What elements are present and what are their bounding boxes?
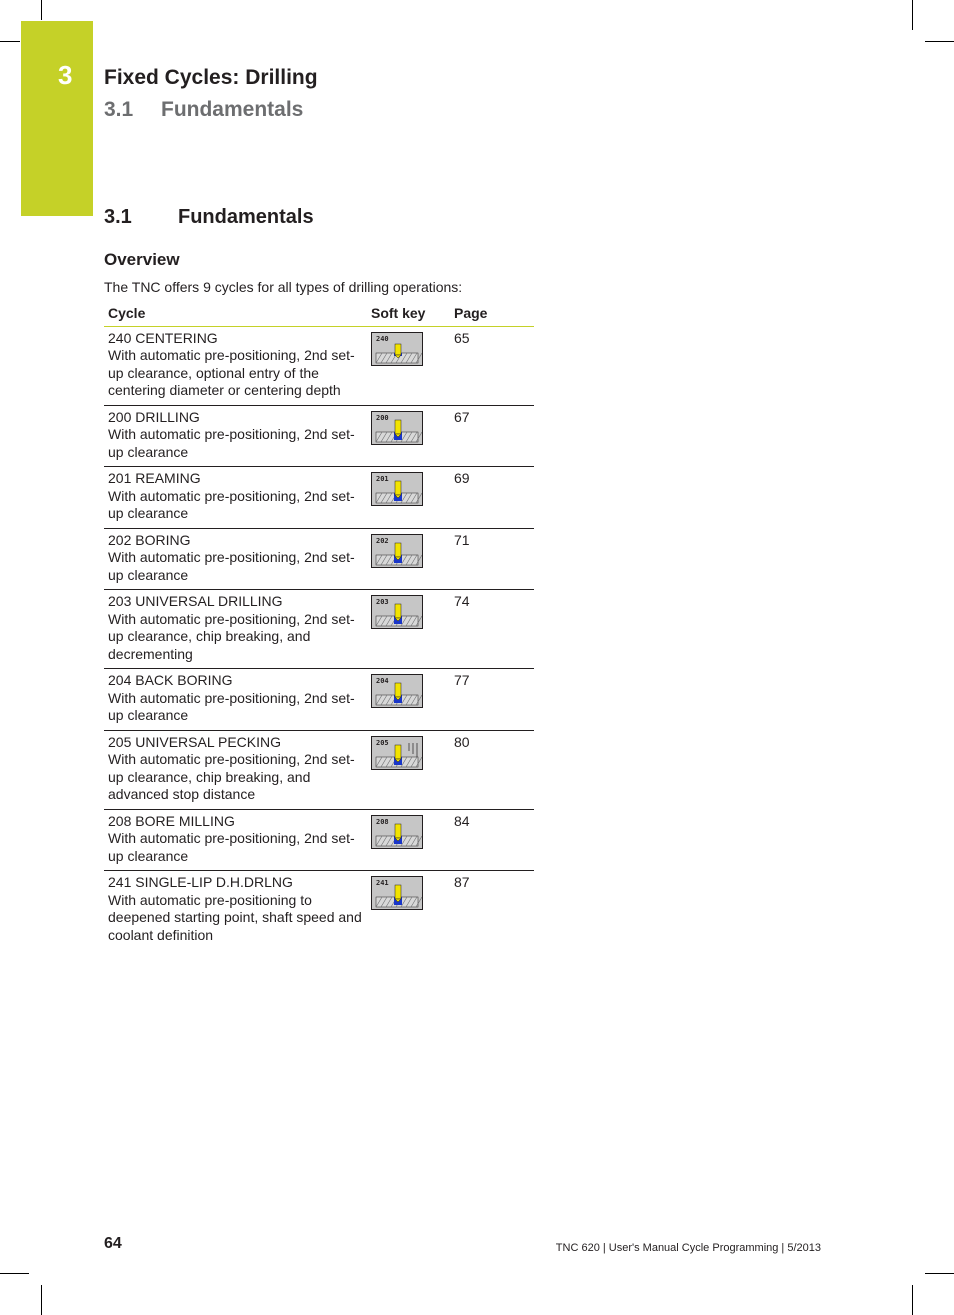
softkey-label: 205: [376, 738, 389, 747]
cycle-description: With automatic pre-positioning, 2nd set-up clearance, optional entry of the centering diameter or centering depth: [108, 347, 355, 398]
cycles-table: [104, 302, 534, 949]
cycle-name: 204 BACK BORING: [108, 672, 233, 688]
table-row: [104, 809, 534, 871]
section-title: Fundamentals: [178, 206, 314, 228]
softkey-button[interactable]: [371, 815, 423, 849]
table-row: [104, 528, 534, 590]
softkey-cell: [367, 528, 450, 590]
crop-mark: [0, 1273, 29, 1274]
section-heading: [104, 207, 314, 227]
cycle-cell: [104, 528, 367, 590]
column-header-softkey: Soft key: [367, 302, 450, 326]
softkey-button[interactable]: [371, 595, 423, 629]
page-reference: 65: [450, 326, 534, 405]
softkey-cell: [367, 405, 450, 467]
softkey-button[interactable]: [371, 736, 423, 770]
running-header-section-title: Fundamentals: [161, 98, 304, 121]
softkey-button[interactable]: [371, 534, 423, 568]
page-reference: 80: [450, 730, 534, 809]
cycle-cell: [104, 871, 367, 950]
softkey-cell: [367, 809, 450, 871]
softkey-cell: [367, 467, 450, 529]
cycle-description: With automatic pre-positioning, 2nd set-up clearance: [108, 426, 355, 460]
chapter-number: 3: [58, 60, 73, 90]
cycle-cell: [104, 590, 367, 669]
table-row: [104, 871, 534, 950]
crop-mark: [912, 1285, 913, 1315]
cycle-name: 205 UNIVERSAL PECKING: [108, 733, 281, 750]
cycle-name: 200 DRILLING: [108, 408, 200, 425]
table-row: [104, 669, 534, 731]
cycle-description: With automatic pre-positioning, 2nd set-up clearance: [108, 689, 355, 723]
softkey-label: 203: [376, 598, 389, 606]
cycle-name: 208 BORE MILLING: [108, 812, 235, 829]
cycle-name: 203 UNIVERSAL DRILLING: [108, 593, 283, 609]
running-header-section-number: 3.1: [104, 98, 134, 121]
softkey-cell: [367, 590, 450, 669]
crop-mark: [912, 0, 913, 30]
softkey-label: 208: [376, 817, 389, 826]
softkey-cell: [367, 871, 450, 950]
cycle-description: With automatic pre-positioning to deepened starting point, shaft speed and coolant definition: [108, 891, 362, 943]
cycle-cell: [104, 730, 367, 809]
cycle-cell: [104, 405, 367, 467]
running-header-section: [104, 99, 303, 120]
crop-mark: [41, 0, 42, 20]
crop-mark: [925, 1273, 954, 1274]
softkey-label: 240: [376, 334, 389, 343]
softkey-button[interactable]: [371, 674, 423, 708]
softkey-label: 241: [376, 879, 389, 887]
column-header-cycle: Cycle: [104, 302, 367, 326]
crop-mark: [925, 41, 954, 42]
cycle-description: With automatic pre-positioning, 2nd set-up clearance, chip breaking, and decrementing: [108, 610, 355, 662]
page-reference: 69: [450, 467, 534, 529]
crop-mark: [41, 1285, 42, 1315]
cycle-name: 241 SINGLE-LIP D.H.DRLNG: [108, 874, 293, 890]
page-reference: 71: [450, 528, 534, 590]
table-row: [104, 590, 534, 669]
softkey-button[interactable]: [371, 332, 423, 366]
cycle-description: With automatic pre-positioning, 2nd set-up clearance: [108, 830, 355, 864]
cycle-cell: [104, 326, 367, 405]
page-reference: 67: [450, 405, 534, 467]
running-header-title: Fixed Cycles: Drilling: [104, 66, 318, 89]
softkey-cell: [367, 326, 450, 405]
softkey-label: 202: [376, 536, 389, 545]
page-number: 64: [104, 1235, 122, 1252]
cycle-cell: [104, 809, 367, 871]
table-row: [104, 326, 534, 405]
cycle-description: With automatic pre-positioning, 2nd set-up clearance: [108, 487, 355, 521]
footer-text: TNC 620 | User's Manual Cycle Programming | 5/2013: [555, 1242, 821, 1254]
column-header-page: Page: [450, 302, 534, 326]
cycle-cell: [104, 669, 367, 731]
softkey-cell: [367, 730, 450, 809]
softkey-button[interactable]: [371, 472, 423, 506]
softkey-button[interactable]: [371, 876, 423, 910]
subsection-heading: Overview: [104, 250, 180, 269]
page-reference: 87: [454, 874, 470, 890]
crop-mark: [0, 41, 20, 42]
softkey-label: 204: [376, 677, 389, 685]
softkey-button[interactable]: [371, 411, 423, 445]
intro-paragraph: The TNC offers 9 cycles for all types of drilling operations:: [104, 279, 463, 295]
cycle-description: With automatic pre-positioning, 2nd set-up clearance, chip breaking, and advanced stop distance: [108, 751, 355, 802]
table-header-row: [104, 302, 534, 326]
table-row: [104, 467, 534, 529]
chapter-tab: [21, 21, 93, 216]
table-row: [104, 730, 534, 809]
cycle-name: 240 CENTERING: [108, 329, 218, 346]
cycle-description: With automatic pre-positioning, 2nd set-up clearance: [108, 549, 355, 583]
page-reference: 84: [450, 809, 534, 871]
section-number: 3.1: [104, 206, 132, 228]
cycle-name: 201 REAMING: [108, 470, 201, 486]
cycle-name: 202 BORING: [108, 531, 191, 548]
page-reference: 77: [450, 669, 534, 731]
softkey-cell: [367, 669, 450, 731]
softkey-label: 201: [376, 475, 389, 483]
table-row: [104, 405, 534, 467]
cycle-cell: [104, 467, 367, 529]
page-reference: 74: [450, 590, 534, 669]
softkey-label: 200: [376, 413, 389, 422]
